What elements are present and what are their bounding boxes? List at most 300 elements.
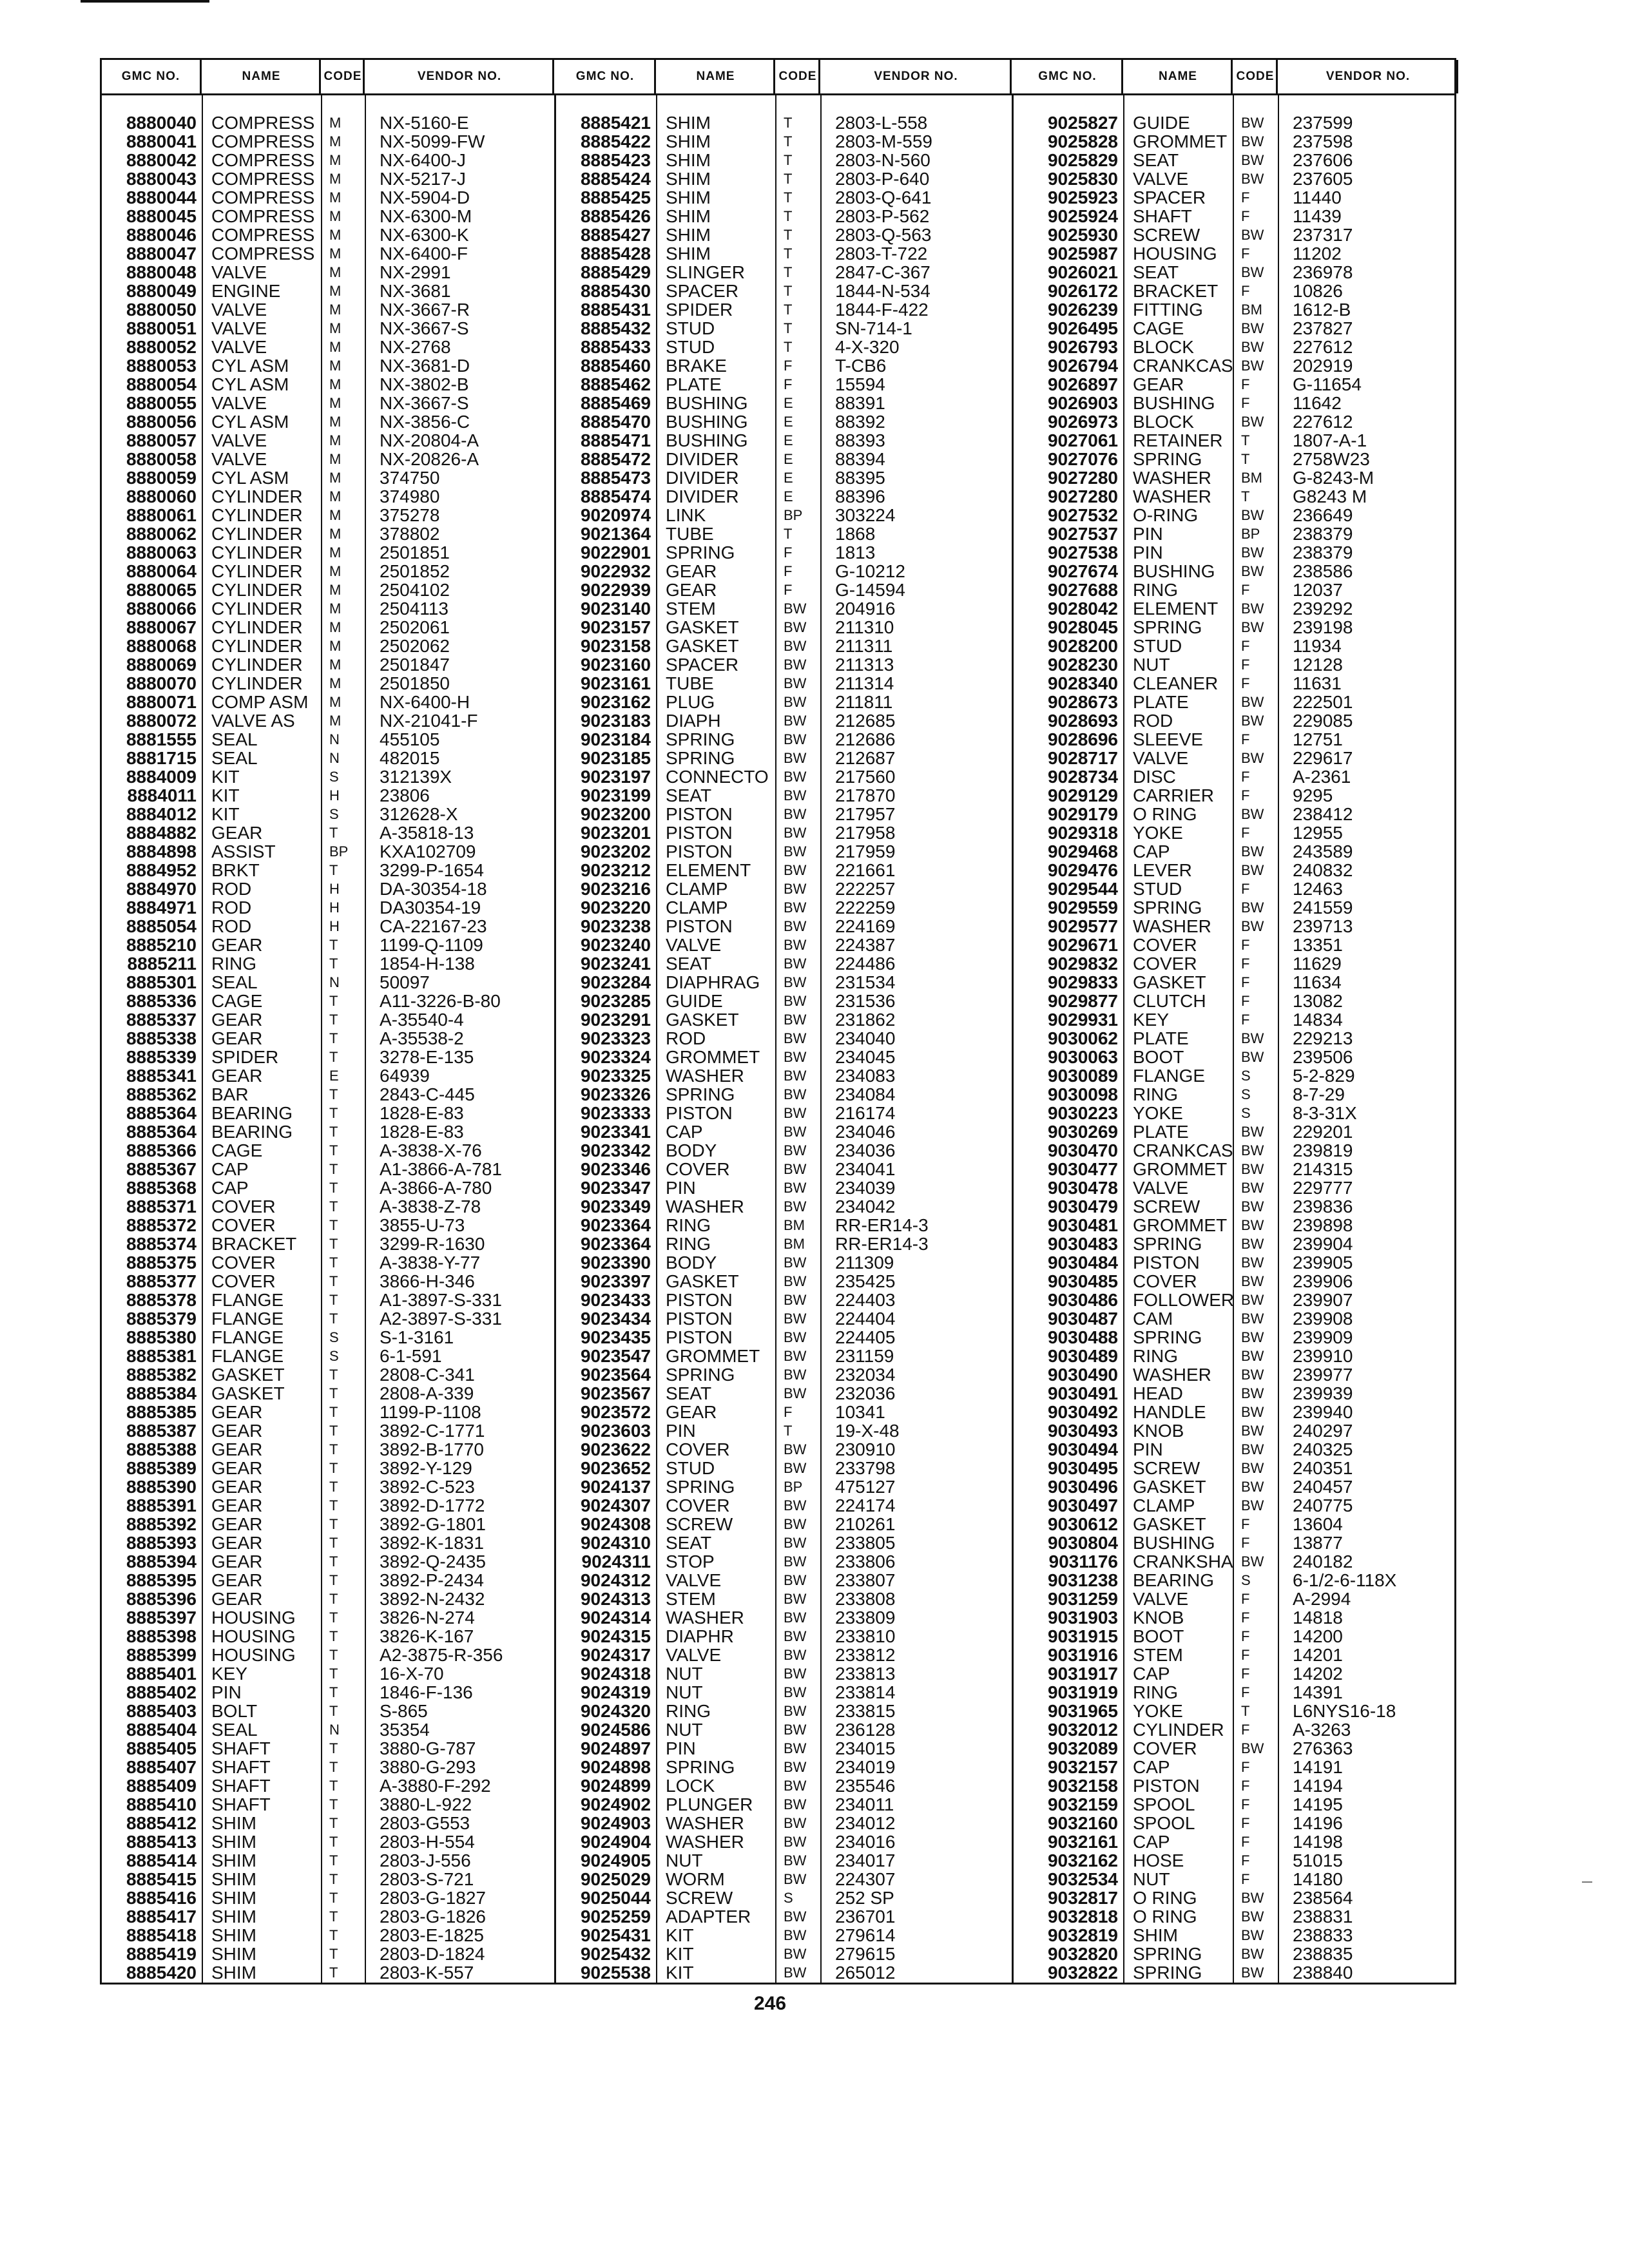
gmc-number: 8885416 (126, 1888, 197, 1908)
vendor-number: 312139X (380, 767, 452, 787)
part-name: BRACKET (1133, 281, 1219, 301)
gmc-number: 9025924 (1047, 206, 1118, 226)
part-name: PISTON (666, 1309, 733, 1329)
vendor-number: 236128 (835, 1720, 896, 1740)
part-name: VALVE (211, 393, 267, 413)
vendor-number: 214315 (1293, 1159, 1353, 1179)
vendor-code: BW (1241, 1367, 1264, 1383)
vendor-number: 14818 (1293, 1608, 1343, 1628)
vendor-code: T (329, 1367, 338, 1383)
gmc-number: 8884011 (127, 785, 197, 805)
part-name: BUSHING (666, 393, 748, 413)
gmc-number: 9032534 (1047, 1869, 1118, 1889)
vendor-number: 279614 (835, 1925, 896, 1945)
part-name: SCREW (1133, 225, 1200, 245)
part-name: GEAR (1133, 374, 1184, 394)
vendor-number: A1-3866-A-781 (380, 1159, 502, 1179)
vendor-code: F (1241, 769, 1250, 785)
vendor-number: 240297 (1293, 1421, 1353, 1441)
vendor-number: A1-3897-S-331 (380, 1290, 502, 1310)
gmc-number: 8880045 (126, 206, 197, 226)
part-name: BLOCK (1133, 337, 1194, 357)
vendor-number: 5-2-829 (1293, 1066, 1355, 1086)
vendor-number: 11934 (1293, 636, 1342, 656)
vendor-code: BW (784, 1292, 807, 1308)
vendor-code: M (329, 358, 342, 374)
part-name: BUSHING (1133, 561, 1215, 581)
gmc-number: 9024313 (580, 1589, 651, 1609)
vendor-number: 239198 (1293, 617, 1353, 637)
vendor-code: N (329, 974, 340, 990)
part-name: BODY (666, 1253, 717, 1273)
part-name: ELEMENT (666, 860, 751, 880)
part-name: PLATE (1133, 1028, 1189, 1048)
vendor-code: BW (1241, 414, 1264, 430)
vendor-code: BW (1241, 1385, 1264, 1401)
header-name-1: NAME (204, 60, 321, 93)
vendor-number: 3892-C-1771 (380, 1421, 485, 1441)
vendor-code: BW (1241, 1946, 1264, 1962)
vendor-code: BW (1241, 619, 1264, 635)
part-name: SCREW (666, 1888, 733, 1908)
page-number: 246 (753, 1993, 787, 2014)
part-name: SHIM (666, 169, 711, 189)
vendor-number: 224387 (835, 935, 896, 955)
vendor-code: T (329, 1423, 338, 1439)
vendor-number: 10341 (835, 1402, 885, 1422)
part-name: KEY (1133, 1010, 1170, 1030)
gmc-number: 8881715 (126, 748, 197, 768)
vendor-code: BW (784, 1086, 807, 1102)
vendor-code: T (329, 825, 338, 841)
gmc-number: 9026021 (1047, 262, 1118, 282)
vendor-code: BW (1241, 227, 1264, 243)
gmc-number: 9030486 (1047, 1290, 1118, 1310)
part-name: COVER (1133, 1271, 1197, 1291)
vendor-number: 233814 (835, 1682, 896, 1702)
vendor-number: 1612-B (1293, 300, 1351, 320)
gmc-number: 9030496 (1047, 1477, 1118, 1497)
vendor-code: BW (1241, 1030, 1264, 1046)
part-name: RING (666, 1215, 711, 1235)
part-name: GASKET (1133, 1514, 1206, 1534)
vendor-code: T (329, 1105, 338, 1121)
part-name: SHIM (211, 1869, 256, 1889)
part-name: FOLLOWER (1133, 1290, 1235, 1310)
gmc-number: 9023140 (580, 599, 651, 619)
gmc-number: 8884952 (126, 860, 197, 880)
vendor-number: 229201 (1293, 1122, 1353, 1142)
vendor-code: T (329, 1441, 338, 1457)
gmc-number: 8885377 (126, 1271, 197, 1291)
gmc-number: 9024312 (580, 1570, 651, 1590)
part-name: WASHER (1133, 916, 1211, 936)
part-name: BOOT (1133, 1047, 1184, 1067)
part-name: VALVE (1133, 169, 1189, 189)
part-name: PIN (1133, 1439, 1163, 1459)
vendor-code: BW (784, 1703, 807, 1719)
gmc-number: 9028734 (1047, 767, 1118, 787)
gmc-number: 8885427 (580, 225, 651, 245)
vendor-number: 374980 (380, 486, 440, 506)
part-name: WASHER (1133, 486, 1211, 506)
vendor-number: 234039 (835, 1178, 896, 1198)
gmc-number: 8880047 (126, 244, 197, 264)
part-name: PISTON (666, 916, 733, 936)
vendor-code: E (784, 432, 793, 448)
gmc-number: 8885382 (126, 1365, 197, 1385)
top-rule (81, 0, 209, 3)
vendor-code: BW (784, 1180, 807, 1196)
vendor-code: BW (784, 993, 807, 1009)
gmc-number: 9026973 (1047, 412, 1118, 432)
vendor-number: NX-3681-D (380, 356, 470, 376)
vendor-code: T (329, 1460, 338, 1476)
gmc-number: 9023434 (580, 1309, 651, 1329)
part-name: FLANGE (1133, 1066, 1206, 1086)
gmc-number: 8885367 (126, 1159, 197, 1179)
vendor-number: 11631 (1293, 673, 1342, 693)
vendor-number: 276363 (1293, 1738, 1353, 1758)
part-name: CONNECTO (666, 767, 769, 787)
gmc-number: 9028693 (1047, 711, 1118, 731)
vendor-code: BW (784, 1871, 807, 1887)
gmc-number: 9030497 (1047, 1495, 1118, 1515)
vendor-number: 3880-G-293 (380, 1757, 476, 1777)
vendor-code: BW (1241, 1049, 1264, 1065)
vendor-code: T (784, 227, 793, 243)
vendor-code: BW (1241, 1890, 1264, 1906)
part-name: SHIM (666, 244, 711, 264)
vendor-number: 2758W23 (1293, 449, 1370, 469)
gmc-number: 9028340 (1047, 673, 1118, 693)
gmc-number: 9025432 (580, 1944, 651, 1964)
vendor-number: 236701 (835, 1907, 896, 1927)
vendor-number: 14196 (1293, 1813, 1343, 1833)
vendor-code: F (1241, 993, 1250, 1009)
part-name: FLANGE (211, 1309, 284, 1329)
vendor-number: NX-3802-B (380, 374, 469, 394)
part-name: GEAR (211, 1533, 263, 1553)
part-name: ENGINE (211, 281, 281, 301)
gmc-number: 9026897 (1047, 374, 1118, 394)
gmc-number: 9023342 (580, 1140, 651, 1160)
vendor-code: T (784, 320, 793, 336)
vendor-number: 212687 (835, 748, 896, 768)
vendor-code: BW (784, 1273, 807, 1289)
vendor-number: 265012 (835, 1963, 896, 1983)
vendor-code: T (784, 245, 793, 262)
gmc-number: 9023216 (580, 879, 651, 899)
vendor-code: S (784, 1890, 793, 1906)
gmc-number: 8885211 (127, 954, 197, 974)
vendor-number: 237598 (1293, 131, 1353, 151)
vendor-code: H (329, 881, 340, 897)
vendor-number: 3855-U-73 (380, 1215, 465, 1235)
gmc-number: 9027280 (1047, 486, 1118, 506)
vendor-number: 2502061 (380, 617, 450, 637)
gmc-number: 8885470 (580, 412, 651, 432)
vendor-number: 4-X-320 (835, 337, 900, 357)
part-name: PISTON (666, 1290, 733, 1310)
part-name: SCREW (1133, 1458, 1200, 1478)
vendor-number: 231159 (835, 1346, 894, 1366)
vendor-number: 2808-C-341 (380, 1365, 475, 1385)
vendor-number: 12128 (1293, 655, 1343, 675)
header-code-1: CODE (323, 60, 365, 93)
vendor-number: 236649 (1293, 505, 1353, 525)
part-name: CYLINDER (211, 655, 303, 675)
part-name: BRACKET (211, 1234, 297, 1254)
gmc-number: 9025828 (1047, 131, 1118, 151)
vendor-number: 224404 (835, 1309, 896, 1329)
gmc-number: 9025830 (1047, 169, 1118, 189)
part-name: KIT (211, 785, 240, 805)
header-name-3: NAME (1125, 60, 1233, 93)
vendor-code: BW (784, 1348, 807, 1364)
gmc-number: 9031965 (1047, 1701, 1118, 1721)
gmc-number: 8881555 (126, 729, 197, 749)
vendor-number: 2803-H-554 (380, 1832, 475, 1852)
part-name: FLANGE (211, 1327, 284, 1347)
part-name: PISTON (666, 1103, 733, 1123)
gmc-number: 9023162 (580, 692, 651, 712)
gmc-number: 9027688 (1047, 580, 1118, 600)
part-name: COMPRESS (211, 244, 315, 264)
vendor-code: BW (784, 899, 807, 916)
header-divider (102, 93, 1454, 95)
part-name: SHAFT (211, 1776, 271, 1796)
vendor-number: 6-1/2-6-118X (1293, 1570, 1397, 1590)
gmc-number: 9023183 (580, 711, 651, 731)
vendor-number: 234084 (835, 1084, 896, 1104)
vendor-number: 2504113 (380, 599, 448, 619)
vendor-code: T (784, 1423, 793, 1439)
vendor-code: BW (1241, 1273, 1264, 1289)
gmc-number: 9023333 (580, 1103, 651, 1123)
part-name: ADAPTER (666, 1907, 751, 1927)
gmc-number: 8880059 (126, 468, 197, 488)
vendor-code: BW (784, 787, 807, 803)
part-name: O RING (1133, 804, 1197, 824)
vendor-number: 241559 (1293, 898, 1353, 918)
vendor-number: NX-21041-F (380, 711, 478, 731)
gmc-number: 9023158 (580, 636, 651, 656)
vendor-code: BP (784, 1479, 803, 1495)
vendor-code: F (1241, 189, 1250, 206)
vendor-code: BW (784, 694, 807, 710)
vendor-code: T (329, 1965, 338, 1981)
gmc-number: 9030089 (1047, 1066, 1118, 1086)
header-code-3: CODE (1235, 60, 1278, 93)
vendor-number: 233798 (835, 1458, 896, 1478)
part-name: SHIM (1133, 1925, 1178, 1945)
gmc-number: 9024898 (580, 1757, 651, 1777)
part-name: YOKE (1133, 1103, 1183, 1123)
gmc-number: 9030062 (1047, 1028, 1118, 1048)
vendor-number: 2847-C-367 (835, 262, 930, 282)
part-name: COMP ASM (211, 692, 309, 712)
gmc-number: 8885371 (126, 1196, 197, 1216)
part-name: GASKET (211, 1383, 285, 1403)
gmc-number: 8885431 (580, 300, 651, 320)
vendor-number: G-11654 (1293, 374, 1362, 394)
gmc-number: 9028200 (1047, 636, 1118, 656)
part-name: SLEEVE (1133, 729, 1203, 749)
vendor-code: BW (1241, 1161, 1264, 1177)
vendor-code: T (784, 208, 793, 224)
vendor-number: 11439 (1293, 206, 1342, 226)
part-name: O RING (1133, 1888, 1197, 1908)
part-name: CAP (666, 1122, 703, 1142)
vendor-code: T (329, 1012, 338, 1028)
part-name: CYLINDER (211, 524, 303, 544)
column-line (1233, 93, 1234, 1983)
part-name: NUT (666, 1720, 703, 1740)
gmc-number: 9023547 (580, 1346, 651, 1366)
vendor-number: 2803-D-1824 (380, 1944, 485, 1964)
vendor-code: T (329, 1852, 338, 1869)
vendor-number: 88393 (835, 430, 885, 450)
gmc-number: 9024903 (580, 1813, 651, 1833)
part-name: ROD (211, 916, 252, 936)
part-name: NUT (666, 1664, 703, 1684)
part-name: YOKE (1133, 823, 1183, 843)
gmc-number: 9031919 (1047, 1682, 1118, 1702)
vendor-number: A-3263 (1293, 1720, 1351, 1740)
part-name: CYLINDER (211, 580, 303, 600)
part-name: CYL ASM (211, 468, 289, 488)
gmc-number: 9028673 (1047, 692, 1118, 712)
part-name: SHIM (211, 1888, 256, 1908)
part-name: GEAR (211, 1589, 263, 1609)
vendor-number: 212685 (835, 711, 896, 731)
gmc-number: 9023572 (580, 1402, 651, 1422)
vendor-code: M (329, 133, 342, 149)
part-name: GEAR (211, 1439, 263, 1459)
vendor-number: 211310 (835, 617, 894, 637)
gmc-number: 9032159 (1047, 1794, 1118, 1814)
part-name: COVER (666, 1439, 730, 1459)
vendor-code: S (329, 769, 339, 785)
gmc-number: 8885429 (580, 262, 651, 282)
part-name: CYLINDER (211, 673, 303, 693)
part-name: SHIM (666, 187, 711, 207)
part-name: KNOB (1133, 1421, 1184, 1441)
gmc-number: 9023622 (580, 1439, 651, 1459)
part-name: SEAT (666, 954, 712, 974)
vendor-code: BW (784, 1516, 807, 1532)
part-name: SHIM (666, 150, 711, 170)
gmc-number: 9031915 (1047, 1626, 1118, 1646)
vendor-code: BP (1241, 526, 1260, 542)
part-name: PLATE (666, 374, 722, 394)
part-name: CYLINDER (211, 617, 303, 637)
vendor-number: 88391 (835, 393, 885, 413)
vendor-code: T (329, 1759, 338, 1775)
vendor-code: BW (1241, 806, 1264, 822)
gmc-number: 8880056 (126, 412, 197, 432)
gmc-number: 9025029 (580, 1869, 651, 1889)
vendor-number: 8-3-31X (1293, 1103, 1357, 1123)
gmc-number: 9030269 (1047, 1122, 1118, 1142)
vendor-code: F (1241, 1684, 1250, 1700)
vendor-number: 243589 (1293, 841, 1353, 861)
vendor-code: BW (1241, 133, 1264, 149)
vendor-code: T (329, 1198, 338, 1215)
gmc-number: 9029671 (1047, 935, 1118, 955)
vendor-code: T (1241, 432, 1250, 448)
vendor-number: 3892-D-1772 (380, 1495, 485, 1515)
vendor-number: 237606 (1293, 150, 1353, 170)
part-name: BUSHING (1133, 393, 1215, 413)
vendor-code: BW (784, 1759, 807, 1775)
vendor-code: BW (784, 601, 807, 617)
gmc-number: 8885392 (126, 1514, 197, 1534)
part-name: RING (211, 954, 256, 974)
gmc-number: 9032158 (1047, 1776, 1118, 1796)
vendor-number: 211313 (835, 655, 894, 675)
part-name: CLAMP (666, 898, 728, 918)
vendor-number: SN-714-1 (835, 318, 912, 338)
part-name: COVER (1133, 954, 1197, 974)
vendor-code: F (1241, 1759, 1250, 1775)
gmc-number: 9020974 (580, 505, 651, 525)
vendor-number: 240325 (1293, 1439, 1353, 1459)
part-name: SHIM (666, 206, 711, 226)
part-name: ROD (211, 879, 252, 899)
gmc-number: 9030489 (1047, 1346, 1118, 1366)
vendor-number: 240351 (1293, 1458, 1353, 1478)
gmc-number: 8880057 (126, 430, 197, 450)
part-name: GUIDE (1133, 113, 1190, 133)
vendor-code: F (1241, 974, 1250, 990)
vendor-number: 2803-P-562 (835, 206, 930, 226)
vendor-number: 2843-C-445 (380, 1084, 475, 1104)
vendor-code: M (329, 470, 342, 486)
gmc-number: 8885398 (126, 1626, 197, 1646)
part-name: PISTON (666, 1327, 733, 1347)
gmc-number: 9028230 (1047, 655, 1118, 675)
gmc-number: 8885413 (126, 1832, 197, 1852)
part-name: DIVIDER (666, 449, 739, 469)
vendor-number: RR-ER14-3 (835, 1215, 929, 1235)
vendor-code: T (329, 1479, 338, 1495)
part-name: RING (666, 1701, 711, 1721)
vendor-code: BW (784, 1684, 807, 1700)
gmc-number: 9023241 (580, 954, 651, 974)
column-line (656, 93, 657, 1983)
part-name: GROMMET (666, 1346, 760, 1366)
vendor-code: M (329, 414, 342, 430)
vendor-number: 233805 (835, 1533, 896, 1553)
vendor-number: 14200 (1293, 1626, 1343, 1646)
part-name: DIVIDER (666, 486, 739, 506)
part-name: ROD (1133, 711, 1173, 731)
vendor-code: BW (1241, 1423, 1264, 1439)
vendor-code: M (329, 245, 342, 262)
vendor-number: 2803-P-640 (835, 169, 930, 189)
part-name: SPRING (666, 748, 735, 768)
gmc-number: 8885396 (126, 1589, 197, 1609)
vendor-code: F (784, 582, 793, 598)
vendor-number: 1199-P-1108 (380, 1402, 481, 1422)
vendor-number: NX-3667-R (380, 300, 470, 320)
gmc-number: 8885389 (126, 1458, 197, 1478)
gmc-number: 9032012 (1047, 1720, 1118, 1740)
vendor-code: F (784, 376, 793, 392)
vendor-code: M (329, 115, 342, 131)
